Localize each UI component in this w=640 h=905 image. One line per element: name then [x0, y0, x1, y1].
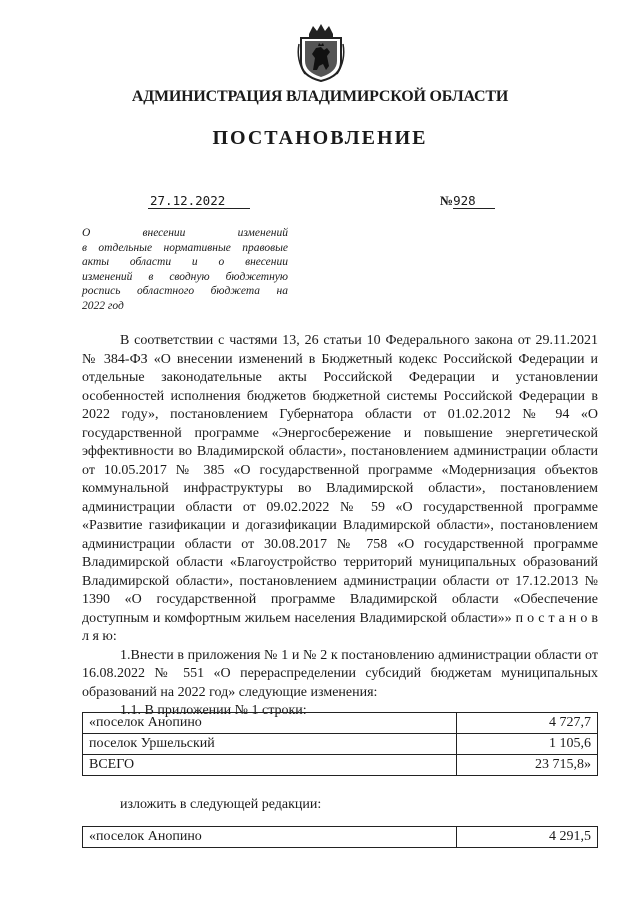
subject-line: 2022 год [82, 299, 124, 312]
document-date: 27.12.2022 [148, 193, 250, 209]
clause-1-paragraph: 1.Внести в приложения № 1 и № 2 к постановлению администрации области от 16.08.2022 № 551 «О перераспределении субсидий бюджетам муниципальных образований на 2022 год» следующие изменения: [82, 647, 598, 700]
table-cell-name: ВСЕГО [83, 755, 457, 776]
subject-line: изменений в сводную бюджетную [82, 270, 288, 283]
table-cell-amount: 4 291,5 [457, 827, 598, 848]
table-cell-amount: 4 727,7 [457, 713, 598, 734]
rows-table-old [82, 712, 598, 776]
document-number: 928 [453, 193, 495, 209]
issuing-authority: АДМИНИСТРАЦИЯ ВЛАДИМИРСКОЙ ОБЛАСТИ [131, 88, 509, 105]
table-cell-name: поселок Уршельский [83, 734, 457, 755]
preamble-paragraph: В соответствии с частями 13, 26 статьи 10 Федерального закона от 29.11.2021 № 384-ФЗ «О внесении изменений в Бюджетный кодекс Российской Федерации и отдельные законодательные акты Российской Федерации и установлении особенностей исполнения бюджетов бюджетной системы Российской Федерации в 2022 году», постановлением Губернатора области от 01.02.2012 № 94 «О государственной программе «Энергосбережение и повышение энергетической эффективности во Владимирской области», постановлением администрации области от 10.05.2017 № 385 «О государственной программе «Модернизация объектов коммунальной инфраструктуры во Владимирской области», постановлением администрации области от 09.02.2022 № 59 «О государственной программе «Развитие газификации и догазификации Владимирской области», постановлением администрации области от 30.08.2017 № 758 «О государственной программе Владимирской области «Благоустройство территорий муниципальных образований Владимирской области», постановлением администрации области от 17.12.2013 № 1390 «О государственной программе Владимирской области «Обеспечение доступным и комфортным жильем населения Владимирской области»» п о с т а н о в л я ю: [82, 333, 598, 644]
table-cell-name: «поселок Анопино [83, 827, 457, 848]
redaction-instruction: изложить в следующей редакции: [120, 797, 322, 812]
document-body [82, 332, 598, 721]
subject-line: акты области и о внесении [82, 256, 288, 268]
table-row [83, 713, 598, 734]
table-cell-name: «поселок Анопино [83, 713, 457, 734]
document-number-block [440, 193, 495, 209]
coat-of-arms-icon [295, 22, 347, 82]
subject-line: О внесении изменений [82, 227, 288, 239]
table-cell-amount: 23 715,8» [457, 755, 598, 776]
table-row [83, 755, 598, 776]
subject-line: в отдельные нормативные правовые [82, 241, 288, 254]
clause-1-1-heading: 1.1. В приложении № 1 строки: [120, 703, 307, 718]
rows-table-new [82, 826, 598, 848]
subject-line: роспись областного бюджета на [82, 285, 288, 297]
document-type-title: ПОСТАНОВЛЕНИЕ [212, 127, 428, 149]
table-row [83, 827, 598, 848]
number-sign: № [440, 193, 454, 208]
table-row [83, 734, 598, 755]
document-subject [82, 226, 288, 313]
table-cell-amount: 1 105,6 [457, 734, 598, 755]
